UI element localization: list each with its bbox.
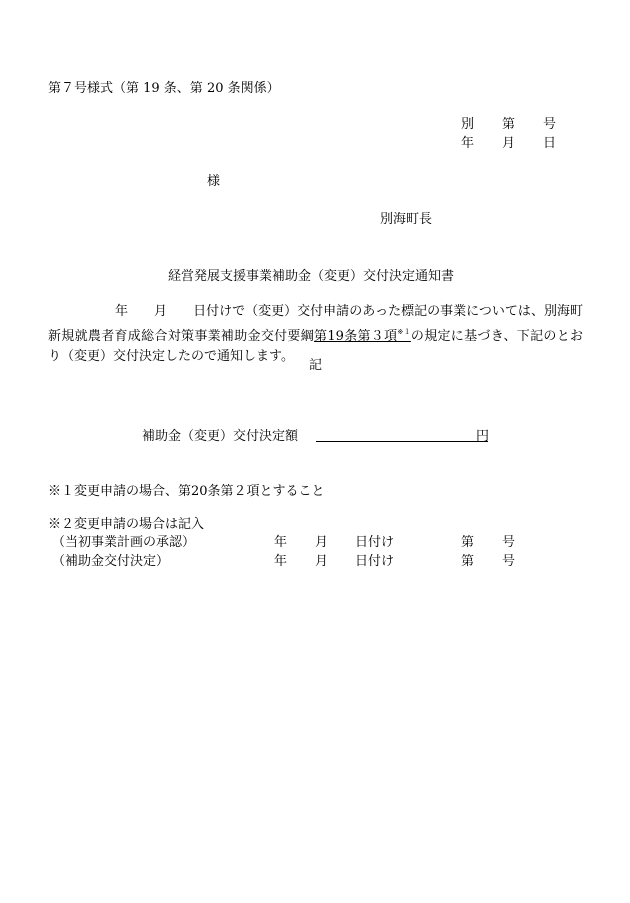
note-2-heading: ※２変更申請の場合は記入 <box>48 517 205 532</box>
note-2-row-label: （補助金交付決定） <box>52 554 170 569</box>
amount-unit: 円 <box>476 429 490 444</box>
note-2-row-dai: 第 <box>461 535 475 550</box>
ref-go: 号 <box>543 117 557 132</box>
date-month: 月 <box>502 136 516 151</box>
form-number-label: 第７号様式（第 19 条、第 20 条関係） <box>48 81 280 96</box>
ref-dai: 第 <box>502 117 516 132</box>
body-month: 月 <box>154 304 168 319</box>
ki-heading: 記 <box>309 358 323 373</box>
note-2-row-dai: 第 <box>461 554 475 569</box>
date-day: 日 <box>543 136 557 151</box>
note-2-row-day: 日付け <box>355 554 395 569</box>
date-year: 年 <box>461 136 475 151</box>
body-text-1: 日付けで（変更）交付申請のあった標記の事業については、別海町新規就農者育成総合対策事業補助金交付要綱 <box>48 304 583 344</box>
issuer-name: 別海町長 <box>380 212 433 227</box>
article-reference: 第19条第３項$^{※1}$ <box>314 328 411 344</box>
amount-blank-line <box>316 441 488 442</box>
body-text-2: の規定に基づき、下記のとおり（変更）交付決定したので通知します。 <box>48 329 583 364</box>
document-title: 経営発展支援事業補助金（変更）交付決定通知書 <box>168 269 455 284</box>
note-1: ※１変更申請の場合、第20条第２項とすること <box>48 484 325 499</box>
note-2-row-year: 年 <box>274 554 288 569</box>
note-2-row-go: 号 <box>502 535 516 550</box>
amount-label: 補助金（変更）交付決定額 <box>142 429 299 444</box>
note-2-row-year: 年 <box>274 535 288 550</box>
note-2-row-month: 月 <box>315 554 329 569</box>
note-2-row-label: （当初事業計画の承認） <box>52 535 196 550</box>
note-mark: ※１ <box>397 328 411 336</box>
addressee-suffix: 様 <box>207 174 221 189</box>
ref-betsu: 別 <box>461 117 475 132</box>
note-2-row-go: 号 <box>502 554 516 569</box>
note-2-row-month: 月 <box>315 535 329 550</box>
body-year: 年 <box>115 304 129 319</box>
note-2-row-day: 日付け <box>355 535 395 550</box>
